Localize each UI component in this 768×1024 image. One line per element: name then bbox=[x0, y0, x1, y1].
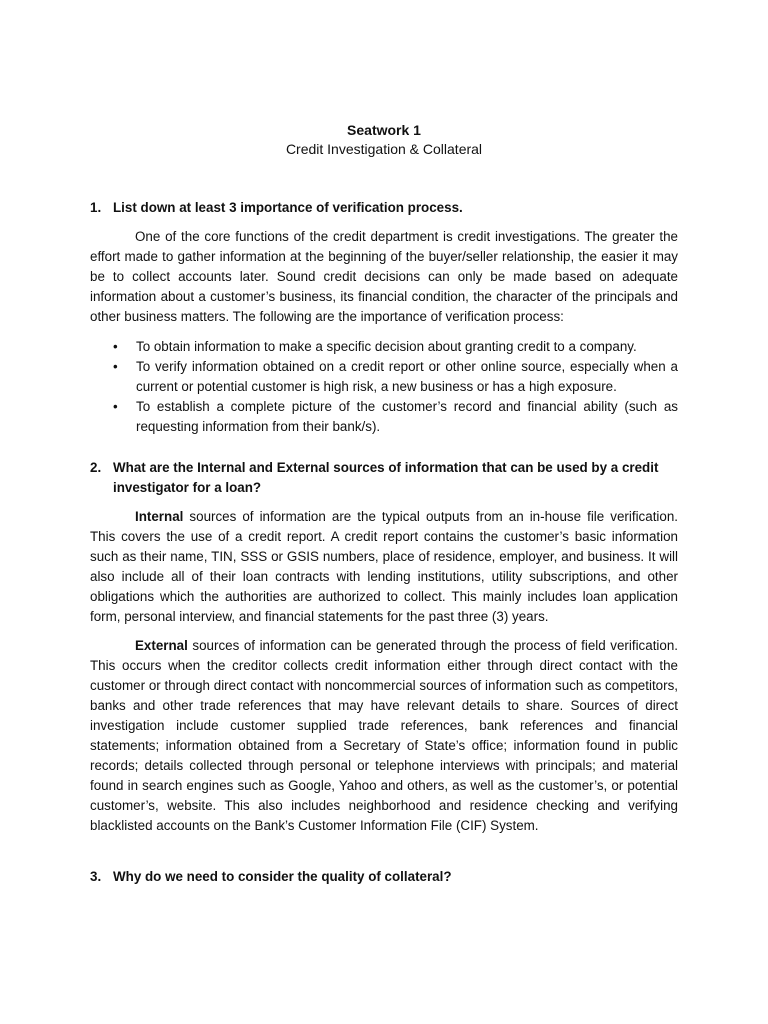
bullet-text: To obtain information to make a specific decision about granting credit to a company. bbox=[136, 339, 637, 354]
bullet-text: To verify information obtained on a credit report or other online source, especially when a current or potential customer is high risk, a new business or has a high exposure. bbox=[136, 359, 678, 394]
question-1-block bbox=[90, 198, 678, 218]
bullet-icon: • bbox=[113, 339, 118, 354]
document-title: Seatwork 1 bbox=[347, 122, 421, 138]
internal-paragraph bbox=[90, 507, 678, 627]
document-subtitle: Credit Investigation & Collateral bbox=[285, 141, 483, 157]
external-text: sources of information can be generated through the process of field verification. This occurs when the creditor collects credit information either through direct contact with the customer or through direct contact with noncommercial sources of information such as competitors, banks and other trade references that may have relevant details to share. Sources of direct investigation include customer supplied trade references, bank references and financial statements; information obtained from a Secretary of State’s office; information found in public records; details collected through personal or telephone interviews with principals; and material found in search engines such as Google, Yahoo and others, as well as the customer’s, or potential customer’s, website. This also includes neighborhood and residence checking and verifying blacklisted accounts on the Bank’s Customer Information File (CIF) System. bbox=[90, 638, 678, 833]
external-sources-paragraph bbox=[90, 636, 678, 836]
question-2-block bbox=[90, 458, 678, 498]
answer-1-paragraph: One of the core functions of the credit department is credit investigations. The greater the effort made to gather information at the beginning of the buyer/seller relationship, the easier it may be to collect accounts later. Sound credit decisions can only be made based on adequate information about a customer’s business, its financial condition, the character of the principals and other business matters. The following are the importance of verification process: bbox=[90, 229, 678, 324]
question-3-text: Why do we need to consider the quality of collateral? bbox=[113, 869, 452, 884]
bullet-list bbox=[90, 337, 678, 437]
question-3-heading bbox=[90, 867, 678, 887]
question-2-number: 2. bbox=[90, 460, 102, 475]
external-term: External bbox=[135, 638, 188, 653]
question-2-heading bbox=[90, 458, 678, 498]
question-3-block bbox=[90, 867, 678, 887]
external-paragraph bbox=[90, 636, 678, 836]
bullet-text: To establish a complete picture of the customer’s record and financial ability (such as requesting information from their bank/s). bbox=[136, 399, 678, 434]
question-1-text: List down at least 3 importance of verification process. bbox=[113, 200, 463, 215]
question-1-answer bbox=[90, 227, 678, 327]
bullet-icon: • bbox=[113, 359, 118, 374]
internal-text: sources of information are the typical outputs from an in-house file verification. This covers the use of a credit report. A credit report contains the customer’s basic information such as their name, TIN, SSS or GSIS numbers, place of residence, employer, and business. It will also include all of their loan contracts with lending institutions, utility subscriptions, and other obligations which the authorities are authorized to collect. This mainly includes loan application form, personal interview, and financial statements for the past three (3) years. bbox=[90, 509, 678, 624]
question-3-number: 3. bbox=[90, 869, 102, 884]
bullet-icon: • bbox=[113, 399, 118, 414]
question-1-number: 1. bbox=[90, 200, 102, 215]
internal-term: Internal bbox=[135, 509, 184, 524]
internal-sources-paragraph bbox=[90, 507, 678, 627]
answer-1-bullets bbox=[90, 337, 678, 437]
list-item bbox=[113, 337, 678, 357]
list-item bbox=[113, 397, 678, 437]
question-2-text: What are the Internal and External sources of information that can be used by a credit investigator for a loan? bbox=[113, 460, 659, 495]
question-1-heading bbox=[90, 198, 678, 218]
list-item bbox=[113, 357, 678, 397]
